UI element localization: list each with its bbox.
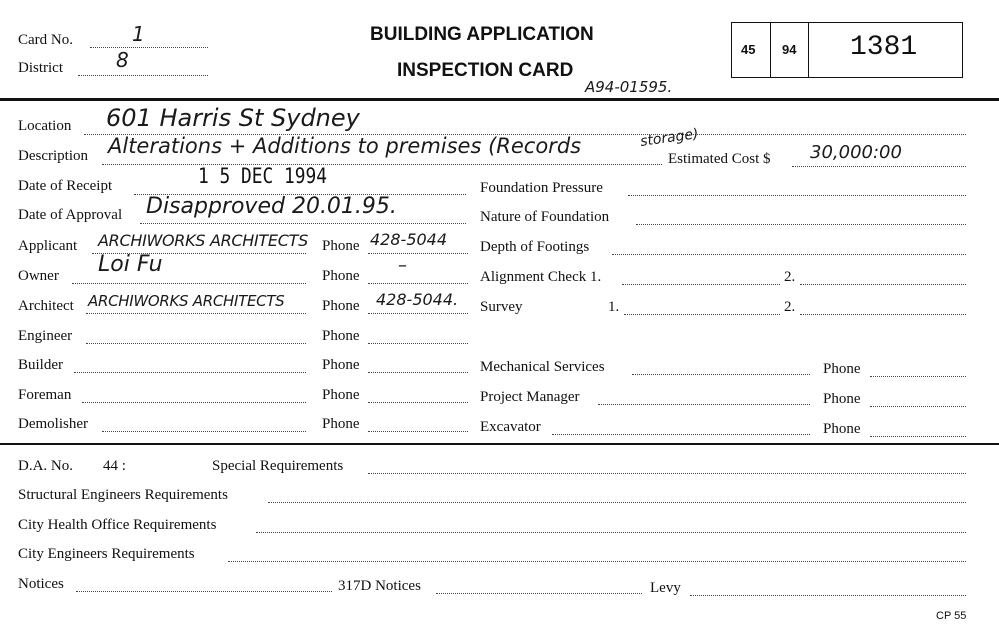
notices-317d-label: 317D Notices — [338, 578, 421, 594]
box-cell-1: 45 — [741, 42, 756, 57]
alignment-label: Alignment Check 1. — [480, 269, 602, 285]
health-label: City Health Office Requirements — [18, 517, 217, 533]
owner-phone-label: Phone — [322, 268, 360, 284]
special-requirements-label: Special Requirements — [212, 458, 344, 474]
survey-two-label: 2. — [784, 299, 796, 315]
project-manager-phone-dots — [870, 406, 966, 407]
applicant-phone-label: Phone — [322, 238, 360, 254]
estimated-cost-value: 30,000:00 — [810, 142, 902, 163]
description-dots — [102, 164, 662, 165]
applicant-phone-dots — [368, 253, 468, 254]
depth-footings-dots — [612, 254, 966, 255]
box-number: 1381 — [850, 32, 918, 63]
applicant-phone-value: 428-5044 — [370, 230, 448, 249]
owner-phone-value: – — [398, 255, 407, 276]
architect-phone-value: 428-5044. — [376, 290, 459, 309]
project-manager-phone-label: Phone — [823, 391, 861, 407]
district-label: District — [18, 60, 63, 76]
project-manager-label: Project Manager — [480, 389, 580, 405]
foreman-dots — [82, 402, 306, 403]
architect-phone-label: Phone — [322, 298, 360, 314]
demolisher-dots — [102, 431, 306, 432]
description-extra: storage) — [639, 125, 700, 151]
approval-dots — [140, 223, 466, 224]
foreman-phone-dots — [368, 402, 468, 403]
architect-value: ARCHIWORKS ARCHITECTS — [88, 292, 285, 310]
card-title-line1: BUILDING APPLICATION — [370, 24, 594, 45]
reference-number: A94-01595. — [585, 78, 673, 96]
approval-value: Disapproved 20.01.95. — [146, 194, 397, 219]
demolisher-phone-dots — [368, 431, 468, 432]
owner-value: Loi Fu — [98, 252, 163, 277]
engineer-phone-label: Phone — [322, 328, 360, 344]
survey-dots-2 — [800, 314, 966, 315]
mechanical-phone-dots — [870, 376, 966, 377]
builder-phone-dots — [368, 372, 468, 373]
alignment-two-label: 2. — [784, 269, 796, 285]
foreman-label: Foreman — [18, 387, 72, 403]
engineer-label: Engineer — [18, 328, 73, 344]
form-code: CP 55 — [936, 610, 967, 622]
da-label: D.A. No. — [18, 458, 73, 474]
builder-label: Builder — [18, 357, 63, 373]
structural-label: Structural Engineers Requirements — [18, 487, 228, 503]
notices-label: Notices — [18, 576, 64, 592]
depth-footings-label: Depth of Footings — [480, 239, 590, 255]
mechanical-dots — [632, 374, 810, 375]
builder-dots — [74, 372, 306, 373]
box-cell-2: 94 — [782, 42, 797, 57]
owner-label: Owner — [18, 268, 59, 284]
applicant-value: ARCHIWORKS ARCHITECTS — [98, 231, 308, 250]
levy-label: Levy — [650, 580, 681, 596]
excavator-dots — [552, 434, 810, 435]
applicant-label: Applicant — [18, 238, 78, 254]
engineer-phone-dots — [368, 343, 468, 344]
card-title-line2: INSPECTION CARD — [397, 60, 574, 81]
alignment-dots-2 — [800, 284, 966, 285]
card-no-value: 1 — [132, 22, 145, 46]
alignment-dots-1 — [622, 284, 780, 285]
card-no-label: Card No. — [18, 32, 73, 48]
city-engineers-dots — [228, 561, 966, 562]
district-dots — [78, 75, 208, 76]
excavator-phone-dots — [870, 436, 966, 437]
foreman-phone-label: Phone — [322, 387, 360, 403]
section-divider — [0, 443, 999, 445]
card-number-box — [731, 22, 963, 78]
header-divider — [0, 98, 999, 101]
notices-dots — [76, 591, 332, 592]
survey-label: Survey — [480, 299, 523, 315]
owner-phone-dots — [368, 283, 468, 284]
excavator-label: Excavator — [480, 419, 541, 435]
demolisher-label: Demolisher — [18, 416, 88, 432]
survey-one-label: 1. — [608, 299, 620, 315]
nature-foundation-dots — [636, 224, 966, 225]
foundation-pressure-label: Foundation Pressure — [480, 180, 603, 196]
da-value: 44 : — [103, 458, 126, 474]
notices-317d-dots — [436, 593, 642, 594]
levy-dots — [690, 595, 966, 596]
engineer-dots — [86, 343, 306, 344]
survey-dots-1 — [624, 314, 780, 315]
estimated-cost-label: Estimated Cost $ — [668, 151, 771, 167]
description-value: Alterations + Additions to premises (Records — [108, 134, 582, 158]
project-manager-dots — [598, 404, 810, 405]
description-label: Description — [18, 148, 88, 164]
location-label: Location — [18, 118, 72, 134]
architect-label: Architect — [18, 298, 74, 314]
special-requirements-dots — [368, 473, 966, 474]
health-dots — [256, 532, 966, 533]
builder-phone-label: Phone — [322, 357, 360, 373]
mechanical-label: Mechanical Services — [480, 359, 605, 375]
structural-dots — [268, 502, 966, 503]
mechanical-phone-label: Phone — [823, 361, 861, 377]
architect-phone-dots — [368, 313, 468, 314]
approval-label: Date of Approval — [18, 207, 123, 223]
estimated-cost-dots — [792, 166, 966, 167]
receipt-label: Date of Receipt — [18, 178, 113, 194]
receipt-date-stamp: 1 5 DEC 1994 — [198, 164, 327, 188]
location-value: 601 Harris St Sydney — [106, 104, 360, 132]
demolisher-phone-label: Phone — [322, 416, 360, 432]
card-no-dots — [90, 47, 208, 48]
district-value: 8 — [116, 48, 129, 72]
foundation-pressure-dots — [628, 195, 966, 196]
excavator-phone-label: Phone — [823, 421, 861, 437]
architect-dots — [86, 313, 306, 314]
city-engineers-label: City Engineers Requirements — [18, 546, 195, 562]
nature-foundation-label: Nature of Foundation — [480, 209, 610, 225]
owner-dots — [72, 283, 306, 284]
